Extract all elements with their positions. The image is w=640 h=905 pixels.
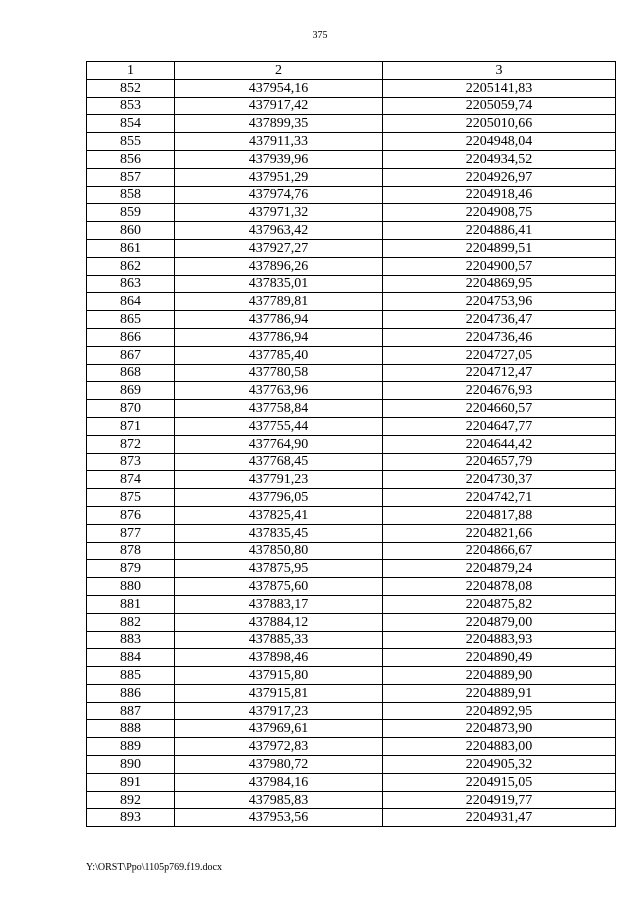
y-coordinate-cell: 2204647,77 xyxy=(383,417,616,435)
table-row xyxy=(87,168,616,186)
y-coordinate-cell: 2204905,32 xyxy=(383,756,616,774)
x-coordinate-cell: 437896,26 xyxy=(175,257,383,275)
table-row xyxy=(87,542,616,560)
x-coordinate-cell: 437984,16 xyxy=(175,773,383,791)
x-coordinate-cell: 437885,33 xyxy=(175,631,383,649)
point-number-cell: 865 xyxy=(87,311,175,329)
y-coordinate-cell: 2204712,47 xyxy=(383,364,616,382)
table-row xyxy=(87,435,616,453)
point-number-cell: 883 xyxy=(87,631,175,649)
point-number-cell: 884 xyxy=(87,649,175,667)
x-coordinate-cell: 437969,61 xyxy=(175,720,383,738)
x-coordinate-cell: 437825,41 xyxy=(175,506,383,524)
x-coordinate-cell: 437875,95 xyxy=(175,560,383,578)
point-number-cell: 874 xyxy=(87,471,175,489)
point-number-cell: 881 xyxy=(87,595,175,613)
point-number-cell: 882 xyxy=(87,613,175,631)
table-row xyxy=(87,631,616,649)
column-header-2: 2 xyxy=(175,62,383,80)
table-row xyxy=(87,222,616,240)
coordinates-table xyxy=(86,61,616,827)
x-coordinate-cell: 437915,80 xyxy=(175,667,383,685)
table-row xyxy=(87,364,616,382)
table-row xyxy=(87,489,616,507)
point-number-cell: 868 xyxy=(87,364,175,382)
point-number-cell: 892 xyxy=(87,791,175,809)
point-number-cell: 876 xyxy=(87,506,175,524)
point-number-cell: 870 xyxy=(87,400,175,418)
column-header-3: 3 xyxy=(383,62,616,80)
y-coordinate-cell: 2204931,47 xyxy=(383,809,616,827)
x-coordinate-cell: 437884,12 xyxy=(175,613,383,631)
point-number-cell: 869 xyxy=(87,382,175,400)
table-row xyxy=(87,133,616,151)
y-coordinate-cell: 2204869,95 xyxy=(383,275,616,293)
table-row xyxy=(87,649,616,667)
point-number-cell: 863 xyxy=(87,275,175,293)
point-number-cell: 860 xyxy=(87,222,175,240)
y-coordinate-cell: 2204883,93 xyxy=(383,631,616,649)
table-row xyxy=(87,667,616,685)
x-coordinate-cell: 437972,83 xyxy=(175,738,383,756)
x-coordinate-cell: 437875,60 xyxy=(175,578,383,596)
y-coordinate-cell: 2204918,46 xyxy=(383,186,616,204)
y-coordinate-cell: 2204657,79 xyxy=(383,453,616,471)
point-number-cell: 890 xyxy=(87,756,175,774)
table-row xyxy=(87,524,616,542)
y-coordinate-cell: 2205141,83 xyxy=(383,79,616,97)
table-row xyxy=(87,79,616,97)
table-row xyxy=(87,506,616,524)
table-row xyxy=(87,150,616,168)
table-body xyxy=(87,79,616,826)
y-coordinate-cell: 2204900,57 xyxy=(383,257,616,275)
table-row xyxy=(87,702,616,720)
y-coordinate-cell: 2204889,91 xyxy=(383,684,616,702)
x-coordinate-cell: 437927,27 xyxy=(175,239,383,257)
y-coordinate-cell: 2205010,66 xyxy=(383,115,616,133)
y-coordinate-cell: 2204866,67 xyxy=(383,542,616,560)
point-number-cell: 893 xyxy=(87,809,175,827)
point-number-cell: 889 xyxy=(87,738,175,756)
y-coordinate-cell: 2204742,71 xyxy=(383,489,616,507)
table-row xyxy=(87,328,616,346)
x-coordinate-cell: 437917,23 xyxy=(175,702,383,720)
table-row xyxy=(87,186,616,204)
point-number-cell: 873 xyxy=(87,453,175,471)
y-coordinate-cell: 2204821,66 xyxy=(383,524,616,542)
x-coordinate-cell: 437755,44 xyxy=(175,417,383,435)
table-row xyxy=(87,204,616,222)
y-coordinate-cell: 2204889,90 xyxy=(383,667,616,685)
point-number-cell: 877 xyxy=(87,524,175,542)
x-coordinate-cell: 437974,76 xyxy=(175,186,383,204)
table-row xyxy=(87,275,616,293)
x-coordinate-cell: 437763,96 xyxy=(175,382,383,400)
y-coordinate-cell: 2204875,82 xyxy=(383,595,616,613)
x-coordinate-cell: 437768,45 xyxy=(175,453,383,471)
point-number-cell: 888 xyxy=(87,720,175,738)
point-number-cell: 861 xyxy=(87,239,175,257)
y-coordinate-cell: 2204899,51 xyxy=(383,239,616,257)
y-coordinate-cell: 2204878,08 xyxy=(383,578,616,596)
point-number-cell: 853 xyxy=(87,97,175,115)
y-coordinate-cell: 2204890,49 xyxy=(383,649,616,667)
x-coordinate-cell: 437835,01 xyxy=(175,275,383,293)
x-coordinate-cell: 437764,90 xyxy=(175,435,383,453)
point-number-cell: 885 xyxy=(87,667,175,685)
x-coordinate-cell: 437971,32 xyxy=(175,204,383,222)
table-row xyxy=(87,738,616,756)
point-number-cell: 859 xyxy=(87,204,175,222)
table-row xyxy=(87,809,616,827)
point-number-cell: 879 xyxy=(87,560,175,578)
table-row xyxy=(87,471,616,489)
y-coordinate-cell: 2204873,90 xyxy=(383,720,616,738)
x-coordinate-cell: 437785,40 xyxy=(175,346,383,364)
y-coordinate-cell: 2204730,37 xyxy=(383,471,616,489)
point-number-cell: 875 xyxy=(87,489,175,507)
y-coordinate-cell: 2205059,74 xyxy=(383,97,616,115)
y-coordinate-cell: 2204879,00 xyxy=(383,613,616,631)
y-coordinate-cell: 2204660,57 xyxy=(383,400,616,418)
point-number-cell: 867 xyxy=(87,346,175,364)
footer-file-path: Y:\ORST\Ppo\1105p769.f19.docx xyxy=(86,862,222,873)
y-coordinate-cell: 2204886,41 xyxy=(383,222,616,240)
table-row xyxy=(87,595,616,613)
table-row xyxy=(87,400,616,418)
y-coordinate-cell: 2204948,04 xyxy=(383,133,616,151)
y-coordinate-cell: 2204676,93 xyxy=(383,382,616,400)
point-number-cell: 852 xyxy=(87,79,175,97)
table-row xyxy=(87,382,616,400)
point-number-cell: 872 xyxy=(87,435,175,453)
x-coordinate-cell: 437951,29 xyxy=(175,168,383,186)
point-number-cell: 862 xyxy=(87,257,175,275)
point-number-cell: 864 xyxy=(87,293,175,311)
point-number-cell: 857 xyxy=(87,168,175,186)
x-coordinate-cell: 437898,46 xyxy=(175,649,383,667)
table-row xyxy=(87,311,616,329)
column-header-1: 1 xyxy=(87,62,175,80)
x-coordinate-cell: 437786,94 xyxy=(175,311,383,329)
y-coordinate-cell: 2204736,47 xyxy=(383,311,616,329)
x-coordinate-cell: 437796,05 xyxy=(175,489,383,507)
table-row xyxy=(87,578,616,596)
table-row xyxy=(87,791,616,809)
table-row xyxy=(87,773,616,791)
table-header-row xyxy=(87,62,616,80)
point-number-cell: 855 xyxy=(87,133,175,151)
x-coordinate-cell: 437915,81 xyxy=(175,684,383,702)
x-coordinate-cell: 437791,23 xyxy=(175,471,383,489)
x-coordinate-cell: 437953,56 xyxy=(175,809,383,827)
y-coordinate-cell: 2204915,05 xyxy=(383,773,616,791)
y-coordinate-cell: 2204753,96 xyxy=(383,293,616,311)
y-coordinate-cell: 2204892,95 xyxy=(383,702,616,720)
x-coordinate-cell: 437980,72 xyxy=(175,756,383,774)
table-row xyxy=(87,346,616,364)
x-coordinate-cell: 437835,45 xyxy=(175,524,383,542)
table-row xyxy=(87,115,616,133)
y-coordinate-cell: 2204644,42 xyxy=(383,435,616,453)
table-row xyxy=(87,613,616,631)
point-number-cell: 891 xyxy=(87,773,175,791)
table-row xyxy=(87,684,616,702)
table-row xyxy=(87,417,616,435)
x-coordinate-cell: 437985,83 xyxy=(175,791,383,809)
x-coordinate-cell: 437883,17 xyxy=(175,595,383,613)
point-number-cell: 886 xyxy=(87,684,175,702)
x-coordinate-cell: 437911,33 xyxy=(175,133,383,151)
point-number-cell: 880 xyxy=(87,578,175,596)
y-coordinate-cell: 2204919,77 xyxy=(383,791,616,809)
table-row xyxy=(87,453,616,471)
table-row xyxy=(87,257,616,275)
x-coordinate-cell: 437789,81 xyxy=(175,293,383,311)
y-coordinate-cell: 2204817,88 xyxy=(383,506,616,524)
table-row xyxy=(87,756,616,774)
x-coordinate-cell: 437758,84 xyxy=(175,400,383,418)
x-coordinate-cell: 437954,16 xyxy=(175,79,383,97)
point-number-cell: 856 xyxy=(87,150,175,168)
table-row xyxy=(87,720,616,738)
point-number-cell: 871 xyxy=(87,417,175,435)
y-coordinate-cell: 2204727,05 xyxy=(383,346,616,364)
y-coordinate-cell: 2204934,52 xyxy=(383,150,616,168)
y-coordinate-cell: 2204883,00 xyxy=(383,738,616,756)
x-coordinate-cell: 437963,42 xyxy=(175,222,383,240)
x-coordinate-cell: 437780,58 xyxy=(175,364,383,382)
table-row xyxy=(87,239,616,257)
point-number-cell: 887 xyxy=(87,702,175,720)
x-coordinate-cell: 437917,42 xyxy=(175,97,383,115)
x-coordinate-cell: 437786,94 xyxy=(175,328,383,346)
x-coordinate-cell: 437850,80 xyxy=(175,542,383,560)
point-number-cell: 866 xyxy=(87,328,175,346)
y-coordinate-cell: 2204879,24 xyxy=(383,560,616,578)
table-row xyxy=(87,560,616,578)
table-row xyxy=(87,97,616,115)
y-coordinate-cell: 2204908,75 xyxy=(383,204,616,222)
x-coordinate-cell: 437899,35 xyxy=(175,115,383,133)
point-number-cell: 858 xyxy=(87,186,175,204)
page-number: 375 xyxy=(312,30,328,41)
y-coordinate-cell: 2204926,97 xyxy=(383,168,616,186)
y-coordinate-cell: 2204736,46 xyxy=(383,328,616,346)
point-number-cell: 854 xyxy=(87,115,175,133)
table-row xyxy=(87,293,616,311)
point-number-cell: 878 xyxy=(87,542,175,560)
x-coordinate-cell: 437939,96 xyxy=(175,150,383,168)
